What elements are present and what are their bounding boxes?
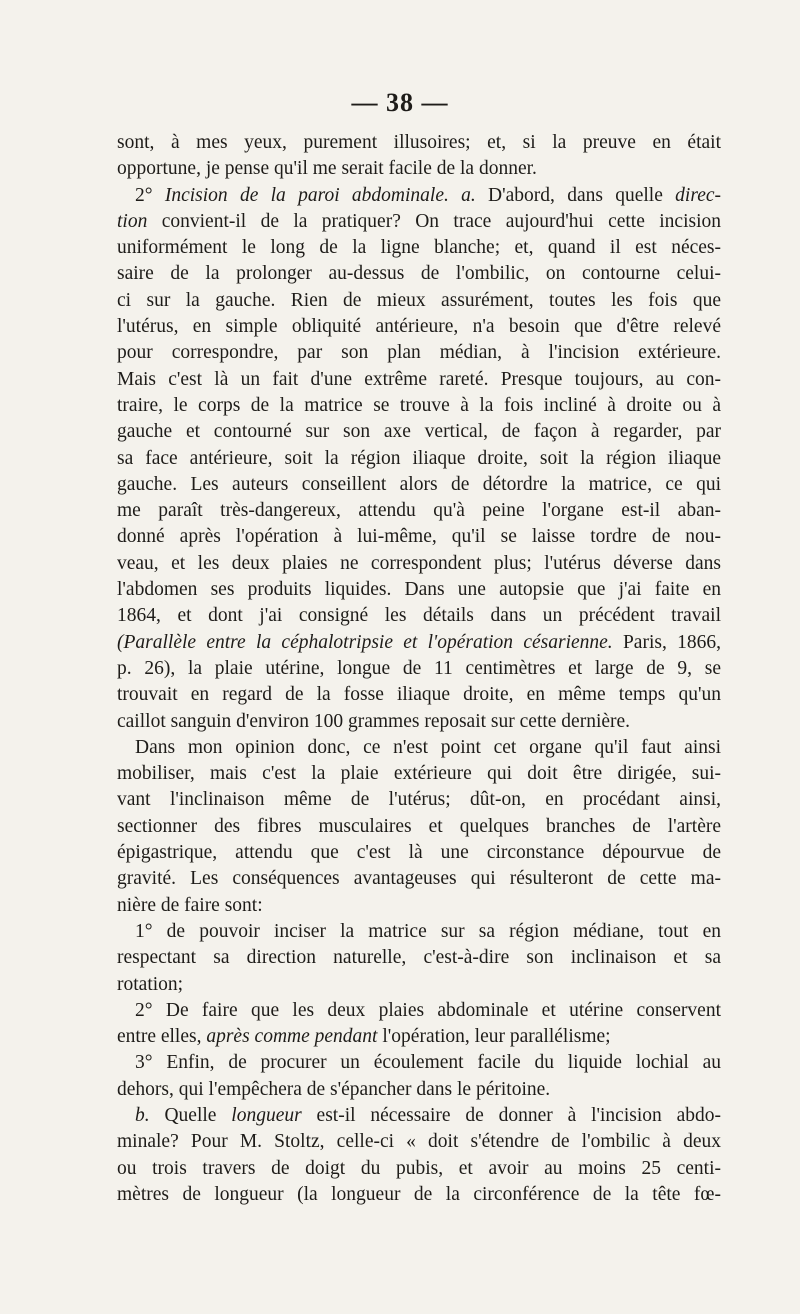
text-line [117, 577, 721, 603]
text-line [117, 656, 721, 682]
text-line [117, 261, 721, 287]
text-segment: rotation; [117, 973, 184, 995]
text-line [117, 919, 721, 945]
text-segment: vant l'inclinaison même de l'utérus; dût-on, en procédant ainsi, [117, 789, 721, 811]
text-line [117, 524, 721, 550]
text-line [117, 393, 721, 419]
italic-text-segment: (Parallèle entre la céphalotripsie et l'opération césarienne. [117, 631, 613, 653]
text-line [117, 814, 721, 840]
text-segment: p. 26), la plaie utérine, longue de 11 centimètres et large de 9, se [117, 657, 721, 679]
text-segment: l'utérus, en simple obliquité antérieure, n'a besoin que d'être relevé [117, 316, 721, 338]
text-segment: me paraît très-dangereux, attendu qu'à peine l'organe est-il aban- [117, 500, 721, 522]
text-line [117, 972, 721, 998]
text-line [117, 130, 721, 156]
text-segment: 1864, et dont j'ai consigné les détails dans un précédent travail [117, 605, 721, 627]
text-line [117, 709, 721, 735]
text-line [117, 1156, 721, 1182]
text-segment: l'abdomen ses produits liquides. Dans une autopsie que j'ai faite en [117, 579, 721, 601]
text-segment: est-il nécessaire de donner à l'incision abdo- [301, 1104, 721, 1126]
text-segment: 2° De faire que les deux plaies abdominale et utérine conservent [135, 999, 721, 1021]
text-line [117, 761, 721, 787]
italic-text-segment: Incision de la paroi abdominale. a. [164, 184, 476, 206]
text-line [117, 551, 721, 577]
text-line [117, 735, 721, 761]
body-text [117, 130, 721, 1208]
text-line [117, 288, 721, 314]
text-segment: épigastrique, attendu que c'est là une circonstance dépourvue de [117, 842, 721, 864]
text-line [117, 1129, 721, 1155]
text-line [117, 787, 721, 813]
text-line [117, 866, 721, 892]
text-line [117, 209, 721, 235]
text-segment: 1° de pouvoir inciser la matrice sur sa région médiane, tout en [135, 920, 721, 942]
text-line [117, 998, 721, 1024]
text-segment: trouvait en regard de la fosse iliaque droite, en même temps qu'un [117, 684, 721, 706]
text-line [117, 1077, 721, 1103]
italic-text-segment: direc- [675, 184, 721, 206]
text-segment: gauche et contourné sur son axe vertical, de façon à regarder, par [117, 421, 721, 443]
text-line [117, 156, 721, 182]
text-segment: l'opération, leur parallélisme; [377, 1026, 611, 1048]
text-segment: sont, à mes yeux, purement illusoires; et, si la preuve en était [117, 132, 721, 153]
text-segment: nière de faire sont: [117, 894, 263, 916]
text-line [117, 340, 721, 366]
text-segment: Quelle [149, 1104, 232, 1126]
text-line [117, 1182, 721, 1208]
text-line [117, 183, 721, 209]
text-segment: entre elles, [117, 1026, 207, 1048]
text-segment: veau, et les deux plaies ne correspondent plus; l'utérus déverse dans [117, 552, 721, 574]
text-line [117, 945, 721, 971]
text-line [117, 235, 721, 261]
text-line [117, 314, 721, 340]
text-segment: Dans mon opinion donc, ce n'est point cet organe qu'il faut ainsi [135, 736, 721, 758]
italic-text-segment: b. [135, 1104, 150, 1126]
text-segment: Mais c'est là un fait d'une extrême rareté. Presque toujours, au con- [117, 368, 721, 390]
page-number: — 38 — [351, 88, 449, 117]
text-segment: sectionner des fibres musculaires et quelques branches de l'artère [117, 815, 721, 837]
text-segment: minale? Pour M. Stoltz, celle-ci « doit s'étendre de l'ombilic à deux [117, 1131, 721, 1153]
text-segment: respectant sa direction naturelle, c'est-à-dire son inclinaison et sa [117, 947, 721, 969]
text-line [117, 1050, 721, 1076]
text-line [117, 893, 721, 919]
text-line [117, 1024, 721, 1050]
text-line [117, 1103, 721, 1129]
text-segment: caillot sanguin d'environ 100 grammes reposait sur cette dernière. [117, 710, 631, 732]
italic-text-segment: après comme pendant [206, 1026, 378, 1048]
text-segment: mobiliser, mais c'est la plaie extérieure qui doit être dirigée, sui- [117, 763, 721, 785]
text-segment: pour correspondre, par son plan médian, à l'incision extérieure. [117, 342, 721, 364]
text-segment: gravité. Les conséquences avantageuses qui résulteront de cette ma- [117, 868, 721, 890]
text-segment: gauche. Les auteurs conseillent alors de détordre la matrice, ce qui [117, 473, 721, 495]
text-line [117, 630, 721, 656]
italic-text-segment: longueur [231, 1104, 302, 1126]
text-line [117, 472, 721, 498]
text-segment: sa face antérieure, soit la région iliaque droite, soit la région iliaque [117, 447, 721, 469]
text-segment: D'abord, dans quelle [475, 184, 676, 206]
text-segment: convient-il de la pratiquer? On trace aujourd'hui cette incision [147, 210, 721, 232]
text-segment: dehors, qui l'empêchera de s'épancher dans le péritoine. [117, 1078, 551, 1100]
text-segment: 3° Enfin, de procurer un écoulement facile du liquide lochial au [135, 1052, 721, 1074]
text-line [117, 367, 721, 393]
text-line [117, 446, 721, 472]
text-segment: mètres de longueur (la longueur de la circonférence de la tête fœ- [117, 1183, 721, 1205]
italic-text-segment: tion [117, 210, 148, 232]
text-segment: saire de la prolonger au-dessus de l'ombilic, on contourne celui- [117, 263, 721, 285]
text-segment: uniformément le long de la ligne blanche; et, quand il est néces- [117, 237, 721, 259]
text-line [117, 603, 721, 629]
text-segment: ci sur la gauche. Rien de mieux assurément, toutes les fois que [117, 289, 721, 311]
text-segment: donné après l'opération à lui-même, qu'il se laisse tordre de nou- [117, 526, 721, 548]
text-segment: opportune, je pense qu'il me serait facile de la donner. [117, 158, 537, 180]
text-line [117, 682, 721, 708]
text-segment: ou trois travers de doigt du pubis, et avoir au moins 25 centi- [117, 1157, 721, 1179]
text-line [117, 840, 721, 866]
text-segment: 2° [135, 184, 165, 206]
text-segment: Paris, 1866, [612, 631, 721, 653]
text-segment: traire, le corps de la matrice se trouve à la fois incliné à droite ou à [117, 394, 721, 416]
text-line [117, 498, 721, 524]
text-line [117, 419, 721, 445]
